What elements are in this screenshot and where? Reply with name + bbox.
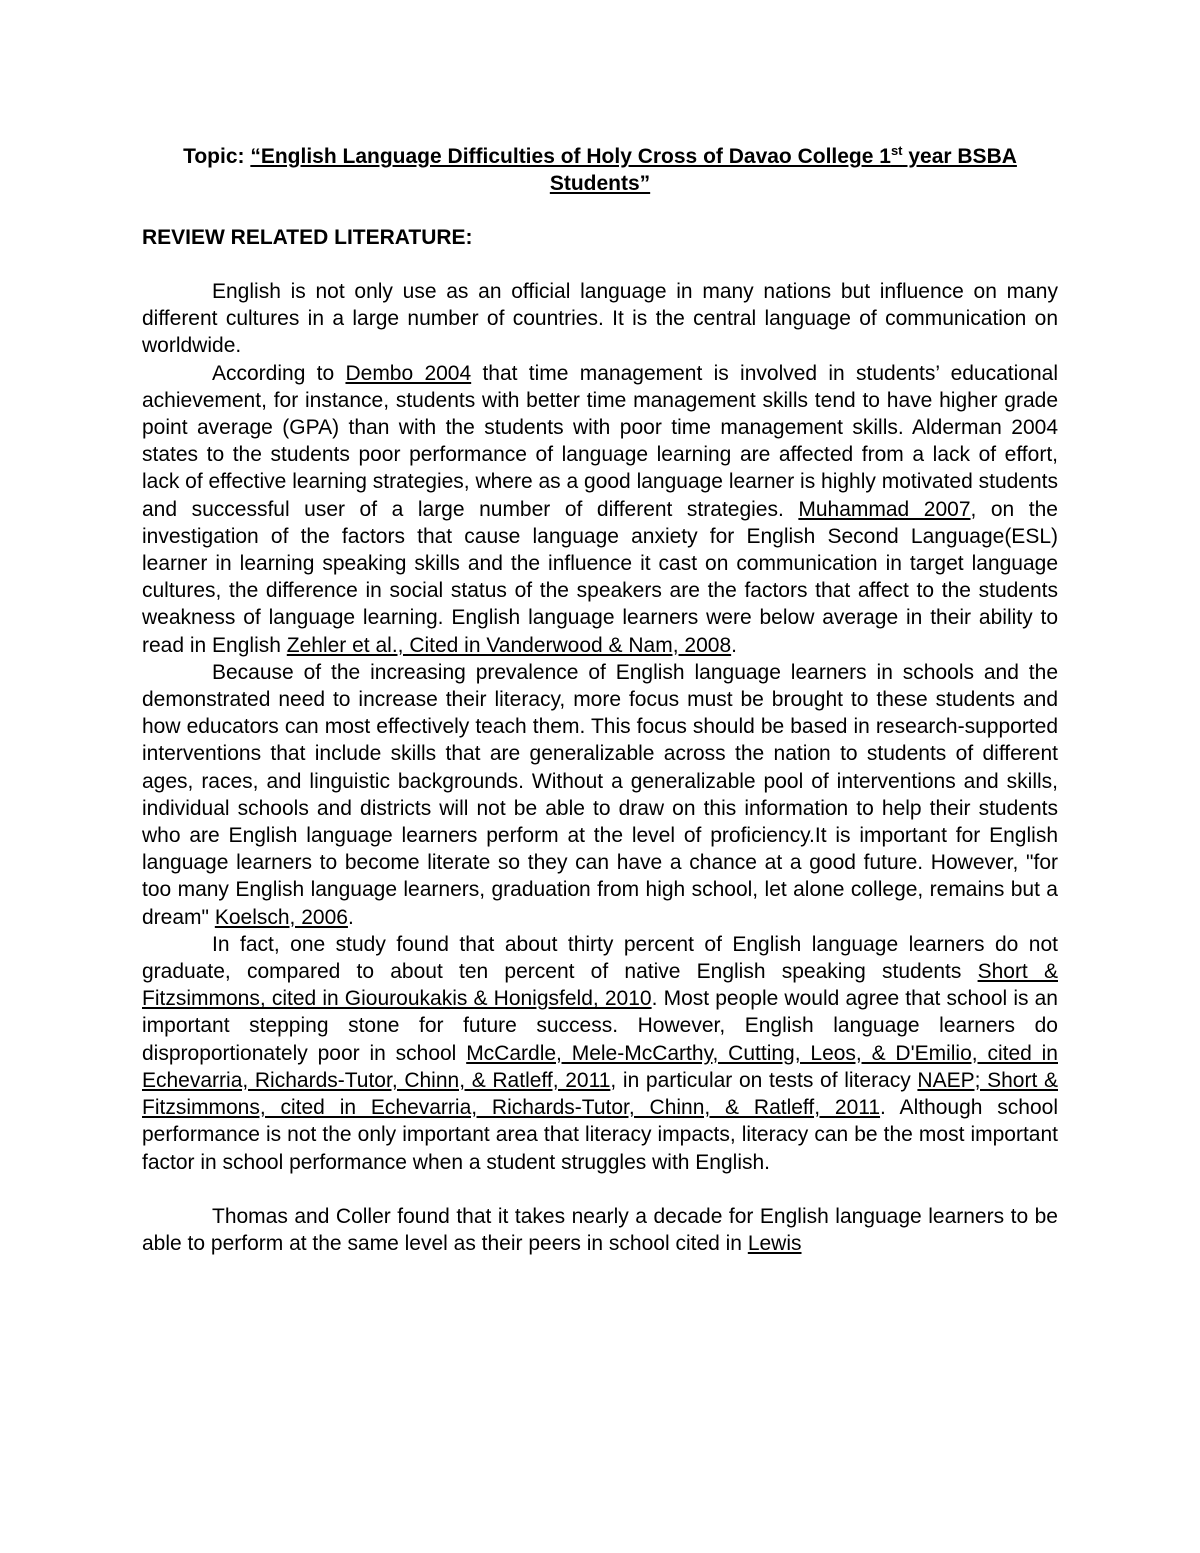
paragraph-text: that time management is involved in students’ educational achievement, for instance, students with better time management skills tend to have higher grade point average (GPA) than with the students with poor time management skills. Alderman 2004 states to the students poor performance of language learning are affected from a lack of effort, lack of effective learning strategies, where as a good language learner is highly motivated students and successful user of a large number of different strategies. — [142, 361, 1058, 521]
paragraph-text: Thomas and Coller found that it takes nearly a decade for English language learners to be able to perform at the same level as their peers in school cited in — [142, 1204, 1058, 1255]
title-superscript: st — [890, 143, 903, 158]
paragraph-text: English is not only use as an official language in many nations but influence on many different cultures in a large number of countries. It is the central language of communication on worldwide. — [142, 280, 1058, 358]
document-page — [142, 143, 1058, 1257]
paragraph-text: Because of the increasing prevalence of English language learners in schools and the demonstrated need to increase their literacy, more focus must be brought to these students and how educators can most effectively teach them. This focus should be based in research-supported interventions that include skills that are generalizable across the nation to students of different ages, races, and linguistic backgrounds. Without a generalizable pool of interventions and skills, individual schools and districts will not be able to draw on this information to help their students who are English language learners perform at the level of proficiency.It is important for English language learners to become literate so they can have a chance at a good future. However, "for too many English language learners, graduation from high school, let alone college, remains but a dream" — [142, 660, 1058, 929]
title-topic — [250, 145, 1017, 195]
paragraph-text: , on the investigation of the factors that cause language anxiety for English Second Language(ESL) learner in learning speaking skills and the influence it cast on communication in target language cultures, the difference in social status of the speakers are the factors that affect to the students weakness of language learning. English language learners were below average in their ability to read in English — [142, 497, 1058, 657]
body-paragraph — [142, 659, 1058, 931]
document-title — [142, 143, 1058, 197]
citation: Short & Fitzsimmons, cited in Giouroukakis & Honigsfeld, 2010 — [142, 960, 1058, 1011]
paragraph-text: . Most people would agree that school is an important stepping stone for future success. However, English language learners do disproportionately poor in school — [142, 987, 1058, 1065]
citation: Dembo 2004 — [345, 361, 472, 385]
citation: Koelsch, 2006 — [214, 905, 348, 929]
title-prefix: Topic: — [183, 145, 251, 168]
body-paragraph — [142, 1203, 1058, 1257]
paragraph-text: According to — [212, 361, 346, 385]
paragraph-text: . Although school performance is not the only important area that literacy impacts, literacy can be the most important factor in school performance when a student struggles with English. — [142, 1096, 1058, 1174]
citation: NAEP; Short & Fitzsimmons, cited in Echevarria, Richards-Tutor, Chinn, & Ratleff, 2011 — [142, 1068, 1058, 1120]
citation: Muhammad 2007 — [798, 497, 971, 521]
title-main: “English Language Difficulties of Holy Cross of Davao College 1 — [250, 145, 891, 168]
body-paragraph — [142, 931, 1058, 1176]
citation: Zehler et al., Cited in Vanderwood & Nam, 2008 — [286, 633, 732, 657]
paragraph-text: , in particular on tests of literacy — [610, 1068, 918, 1092]
paragraph-text: In fact, one study found that about thirty percent of English language learners do not graduate, compared to about ten percent of native English speaking students — [142, 932, 1058, 984]
body-paragraph — [142, 360, 1058, 659]
body-paragraphs — [142, 278, 1058, 1257]
paragraph-text: . — [731, 633, 737, 657]
citation: McCardle, Mele-McCarthy, Cutting, Leos, & D'Emilio, cited in Echevarria, Richards-Tutor, Chinn, & Ratleff, 2011 — [142, 1041, 1058, 1092]
citation: Lewis — [747, 1231, 802, 1255]
paragraph-text: . — [347, 905, 354, 929]
section-heading: REVIEW RELATED LITERATURE: — [142, 226, 473, 249]
body-paragraph — [142, 278, 1058, 360]
title-suffix: year BSBA Students” — [549, 145, 1017, 195]
